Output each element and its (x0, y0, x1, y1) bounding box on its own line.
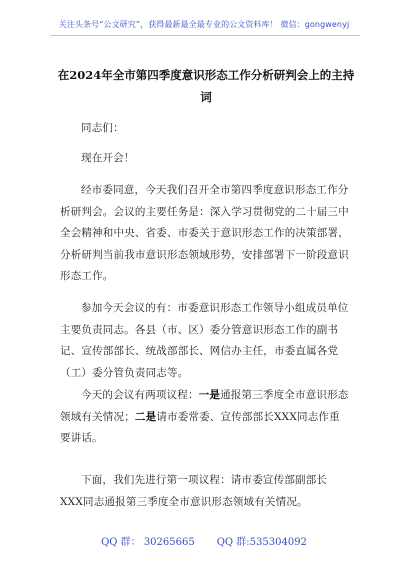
paragraph-first-item: 下面，我们先进行第一项议程：请市委宣传部副部长XXX同志通报第三季度全市意识形态领域有关情况。 (60, 474, 328, 508)
opening-line: 现在开会！ (81, 152, 135, 164)
agenda-intro: 今天的会议有两项议程： (81, 389, 199, 401)
footer-contact (0, 533, 408, 548)
agenda-item-1-label: 一是 (198, 389, 221, 401)
paragraph-attendees: 参加今天会议的有：市委意识形态工作领导小组成员单位主要负责同志。各县（市、区）委分管意识形态工作的副书记、宣传部部长、统战部部长、网信办主任，市委直属各党（工）委分管负责同志等。 (60, 302, 349, 379)
paragraph-agenda (60, 385, 350, 450)
qq-group-1: QQ 群： 30265665 (101, 537, 195, 548)
document-title: 在2024年全市第四季度意识形态工作分析研判会上的主持词 (57, 68, 355, 104)
agenda-item-2-text: 请市委常委、宣传部部长XXX同志作重要讲话。 (60, 410, 340, 444)
agenda-item-1-text: 通报第三季度全市意识形态领域有关情况； (60, 389, 349, 423)
header-divider (50, 35, 360, 36)
header-banner: 关注头条号“公文研究”，获得最新最全最专业的公文资料库！ 微信：gongwenyj (58, 20, 350, 29)
qq-group-2: QQ 群:535304092 (216, 537, 307, 548)
paragraph-purpose: 经市委同意，今天我们召开全市第四季度意识形态工作分析研判会。会议的主要任务是：深入学习贯彻党的二十届三中全会精神和中央、省委、市委关于意识形态工作的决策部署，分析研判当前我市意识形态领域形势，安排部署下一阶段意识形态工作。 (60, 184, 349, 282)
agenda-item-2-label: 二是 (134, 410, 157, 423)
greeting: 同志们： (81, 122, 124, 134)
